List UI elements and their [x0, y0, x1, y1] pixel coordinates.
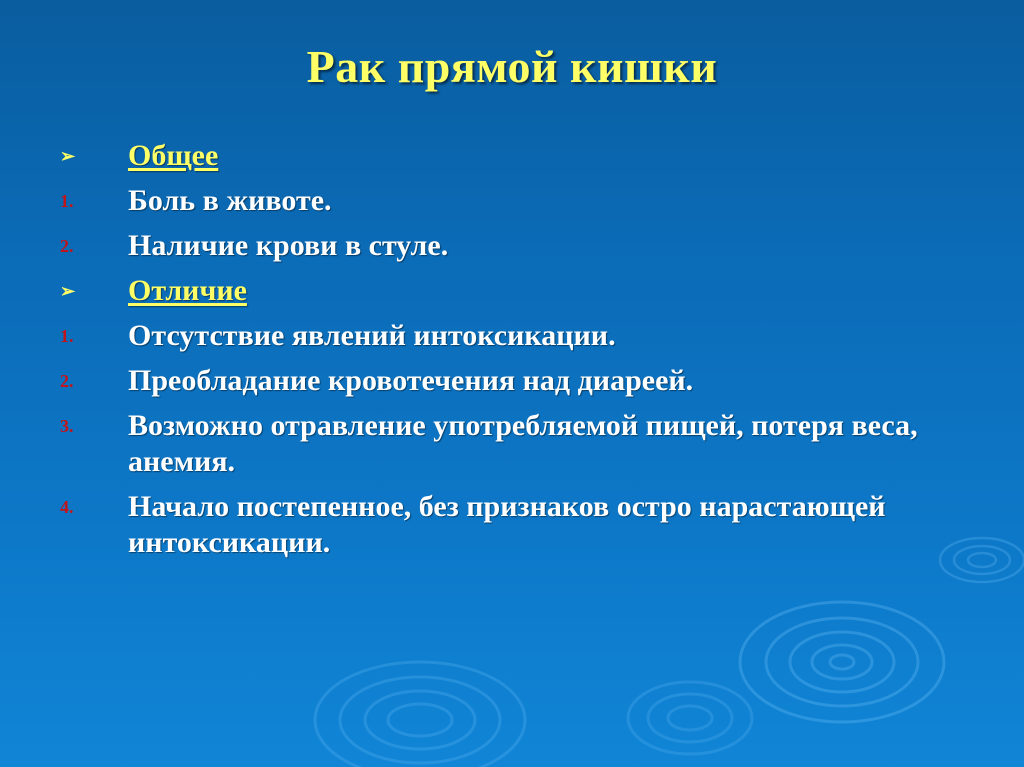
section-header-text: Общее — [128, 139, 219, 172]
list-item-text: Начало постепенное, без признаков остро нарастающей интоксикации. — [128, 490, 886, 559]
arrow-bullet-icon: ➢ — [60, 146, 76, 166]
section-header-item — [60, 273, 990, 309]
list-item — [60, 408, 990, 480]
list-item-text: Отсутствие явлений интоксикации. — [128, 319, 616, 352]
list-item-text: Преобладание кровотечения над диареей. — [128, 364, 694, 397]
section-header-item — [60, 138, 990, 174]
list-item — [60, 363, 990, 399]
list-item — [60, 489, 990, 561]
slide-title: Рак прямой кишки — [306, 41, 718, 92]
list-item — [60, 228, 990, 264]
list-item — [60, 318, 990, 354]
section-header-text: Отличие — [128, 274, 247, 307]
list-number: 2. — [60, 371, 74, 391]
list-number: 2. — [60, 236, 74, 256]
list-item-text: Возможно отравление употребляемой пищей, потеря веса, анемия. — [128, 409, 918, 478]
list-number: 1. — [60, 326, 74, 346]
arrow-bullet-icon: ➢ — [60, 281, 76, 301]
list-number: 1. — [60, 191, 74, 211]
list-number: 4. — [60, 497, 74, 517]
bullet-list — [60, 138, 990, 570]
list-item-text: Боль в животе. — [128, 184, 332, 217]
list-item — [60, 183, 990, 219]
list-number: 3. — [60, 416, 74, 436]
list-item-text: Наличие крови в стуле. — [128, 229, 449, 262]
